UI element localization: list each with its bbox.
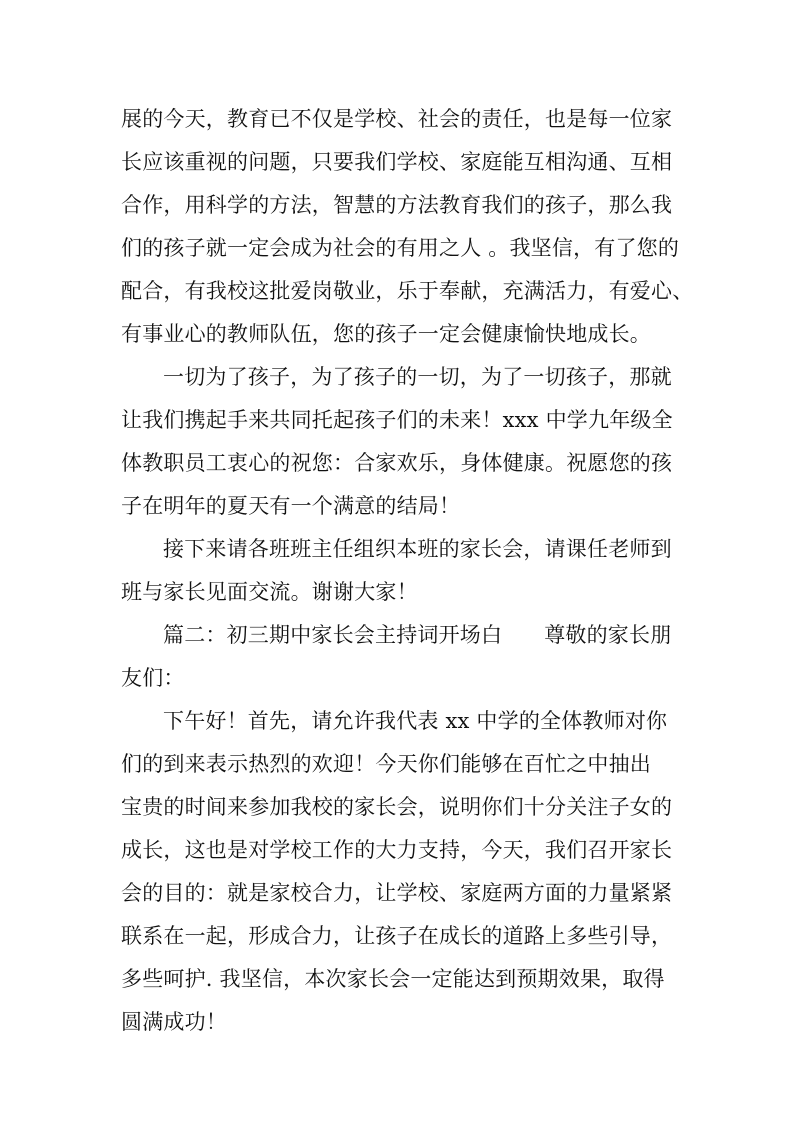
paragraph-first-line: 下午好！首先，请允许我代表 xx 中学的全体教师对你 — [163, 709, 668, 733]
text-line: 会的目的：就是家校合力，让学校、家庭两方面的力量紧紧 — [121, 881, 673, 905]
text-line: 成长，这也是对学校工作的大力支持，今天，我们召开家长 — [121, 838, 673, 862]
text-line: 合作，用科学的方法，智慧的方法教育我们的孩子，那么我 — [121, 193, 673, 217]
text-line: 展的今天，教育已不仅是学校、社会的责任，也是每一位家 — [121, 107, 673, 131]
text-line: 们的到来表示热烈的欢迎！今天你们能够在百忙之中抽出 — [121, 752, 651, 776]
text-line: 让我们携起手来共同托起孩子们的未来！xxx 中学九年级全 — [121, 408, 673, 432]
section-heading: 篇二：初三期中家长会主持词开场白 — [163, 623, 503, 647]
text-line: 配合，有我校这批爱岗敬业，乐于奉献，充满活力，有爱心、 — [121, 279, 694, 303]
text-line: 体教职员工衷心的祝您：合家欢乐，身体健康。祝愿您的孩 — [121, 451, 673, 475]
document-body — [121, 98, 694, 1044]
text-line: 们的孩子就一定会成为社会的有用之人 。我坚信，有了您的 — [121, 236, 680, 260]
text-line: 子在明年的夏天有一个满意的结局！ — [121, 494, 461, 518]
text-line: 多些呵护. 我坚信，本次家长会一定能达到预期效果，取得 — [121, 967, 665, 991]
greeting-end: 友们： — [121, 666, 185, 690]
section-heading-line — [121, 614, 677, 657]
greeting-start: 尊敬的家长朋 — [544, 623, 672, 647]
text-line: 联系在一起，形成合力，让孩子在成长的道路上多些引导， — [121, 924, 673, 948]
text-line: 圆满成功！ — [121, 1010, 227, 1034]
paragraph-first-line: 一切为了孩子，为了孩子的一切，为了一切孩子，那就 — [163, 365, 672, 389]
text-line: 宝贵的时间来参加我校的家长会，说明你们十分关注子女的 — [121, 795, 673, 819]
paragraph-first-line: 接下来请各班班主任组织本班的家长会，请课任老师到 — [163, 537, 672, 561]
text-line: 班与家长见面交流。谢谢大家！ — [121, 580, 418, 604]
text-line: 有事业心的教师队伍，您的孩子一定会健康愉快地成长。 — [121, 322, 651, 346]
text-line: 长应该重视的问题，只要我们学校、家庭能互相沟通、互相 — [121, 150, 673, 174]
